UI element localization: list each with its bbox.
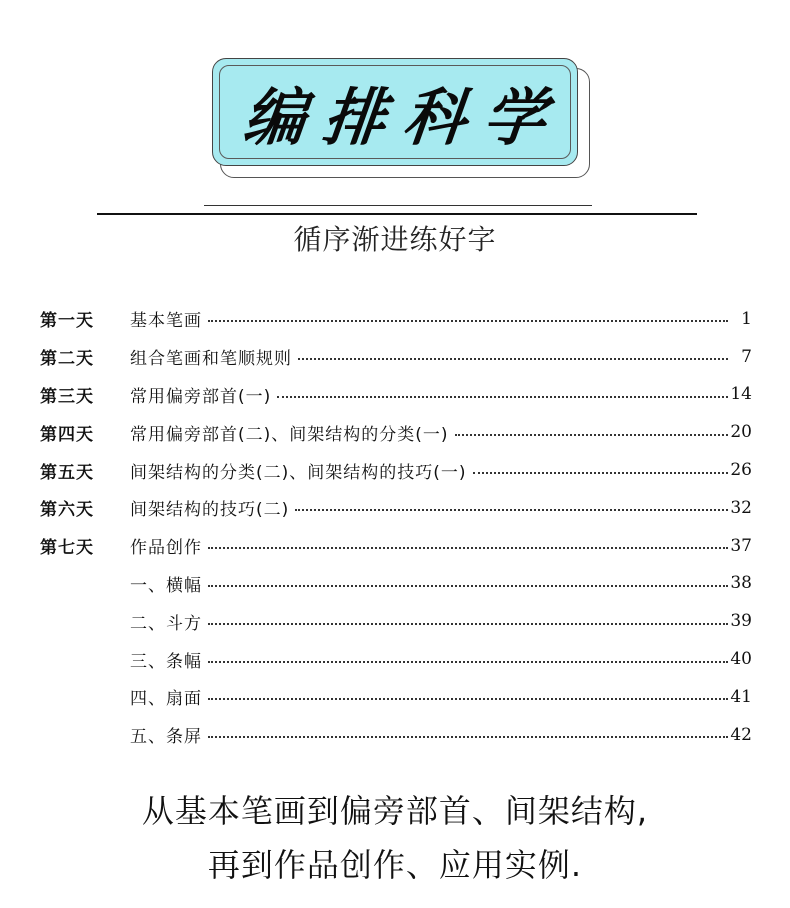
toc-page-number: 14 [730, 384, 752, 405]
toc-day: 第四天 [40, 424, 94, 445]
toc-row[interactable] [40, 489, 752, 527]
toc-row[interactable] [40, 300, 752, 338]
toc-sub-topic: 五、条屏 [130, 727, 202, 748]
toc-topic: 常用偏旁部首(一) [130, 386, 272, 407]
toc-leader-dots [208, 546, 728, 549]
toc-topic: 常用偏旁部首(二)、间架结构的分类(一) [130, 424, 449, 445]
toc-sub-row[interactable] [40, 716, 752, 754]
toc-page-number: 7 [741, 346, 752, 367]
toc-topic: 间架结构的技巧(二) [130, 500, 290, 521]
page-subtitle: 循序渐进练好字 [293, 223, 497, 256]
toc-day: 第一天 [40, 311, 94, 332]
toc-day: 第五天 [40, 462, 94, 483]
toc-page-number: 42 [730, 724, 752, 745]
toc-page-number: 1 [741, 308, 752, 329]
toc-leader-dots [298, 357, 728, 360]
toc-leader-dots [208, 660, 728, 663]
toc-day: 第六天 [40, 500, 94, 521]
page-title: 编排科学 [239, 80, 568, 154]
toc-topic: 组合笔画和笔顺规则 [130, 349, 292, 370]
toc-row[interactable] [40, 376, 752, 414]
footer-line-2: 再到作品创作、应用实例. [207, 846, 583, 884]
toc-leader-dots [455, 433, 728, 436]
toc-leader-dots [277, 395, 728, 398]
toc-topic: 基本笔画 [130, 311, 202, 332]
title-banner [212, 58, 578, 166]
toc-sub-row[interactable] [40, 602, 752, 640]
toc-sub-topic: 四、扇面 [130, 689, 202, 710]
toc-sub-topic: 二、斗方 [130, 613, 202, 634]
toc-page-number: 37 [730, 535, 752, 556]
toc-page-number: 32 [730, 497, 752, 518]
divider-long [97, 213, 697, 215]
toc-row[interactable] [40, 338, 752, 376]
footer-line-1: 从基本笔画到偏旁部首、间架结构, [141, 792, 649, 830]
toc-sub-topic: 一、横幅 [130, 575, 202, 596]
toc-row[interactable] [40, 451, 752, 489]
toc-leader-dots [208, 622, 728, 625]
toc-leader-dots [208, 735, 728, 738]
toc-page-number: 26 [730, 460, 752, 481]
toc-leader-dots [295, 508, 728, 511]
toc-sub-row[interactable] [40, 640, 752, 678]
toc-sub-topic: 三、条幅 [130, 651, 202, 672]
toc-row[interactable] [40, 413, 752, 451]
toc-row[interactable] [40, 527, 752, 565]
title-banner-inner [219, 65, 571, 159]
toc-day: 第三天 [40, 386, 94, 407]
toc-day: 第二天 [40, 349, 94, 370]
toc-topic: 间架结构的分类(二)、间架结构的技巧(一) [130, 462, 467, 483]
toc-page-number: 41 [730, 686, 752, 707]
table-of-contents [40, 300, 752, 754]
toc-topic: 作品创作 [130, 538, 202, 559]
toc-page-number: 38 [730, 573, 752, 594]
toc-day: 第七天 [40, 538, 94, 559]
toc-leader-dots [208, 319, 728, 322]
toc-page-number: 40 [730, 649, 752, 670]
toc-leader-dots [208, 697, 728, 700]
toc-leader-dots [473, 471, 728, 474]
toc-page-number: 20 [730, 422, 752, 443]
toc-page-number: 39 [730, 611, 752, 632]
divider-short [204, 205, 592, 206]
toc-sub-row[interactable] [40, 678, 752, 716]
toc-leader-dots [208, 584, 728, 587]
toc-sub-row[interactable] [40, 565, 752, 603]
